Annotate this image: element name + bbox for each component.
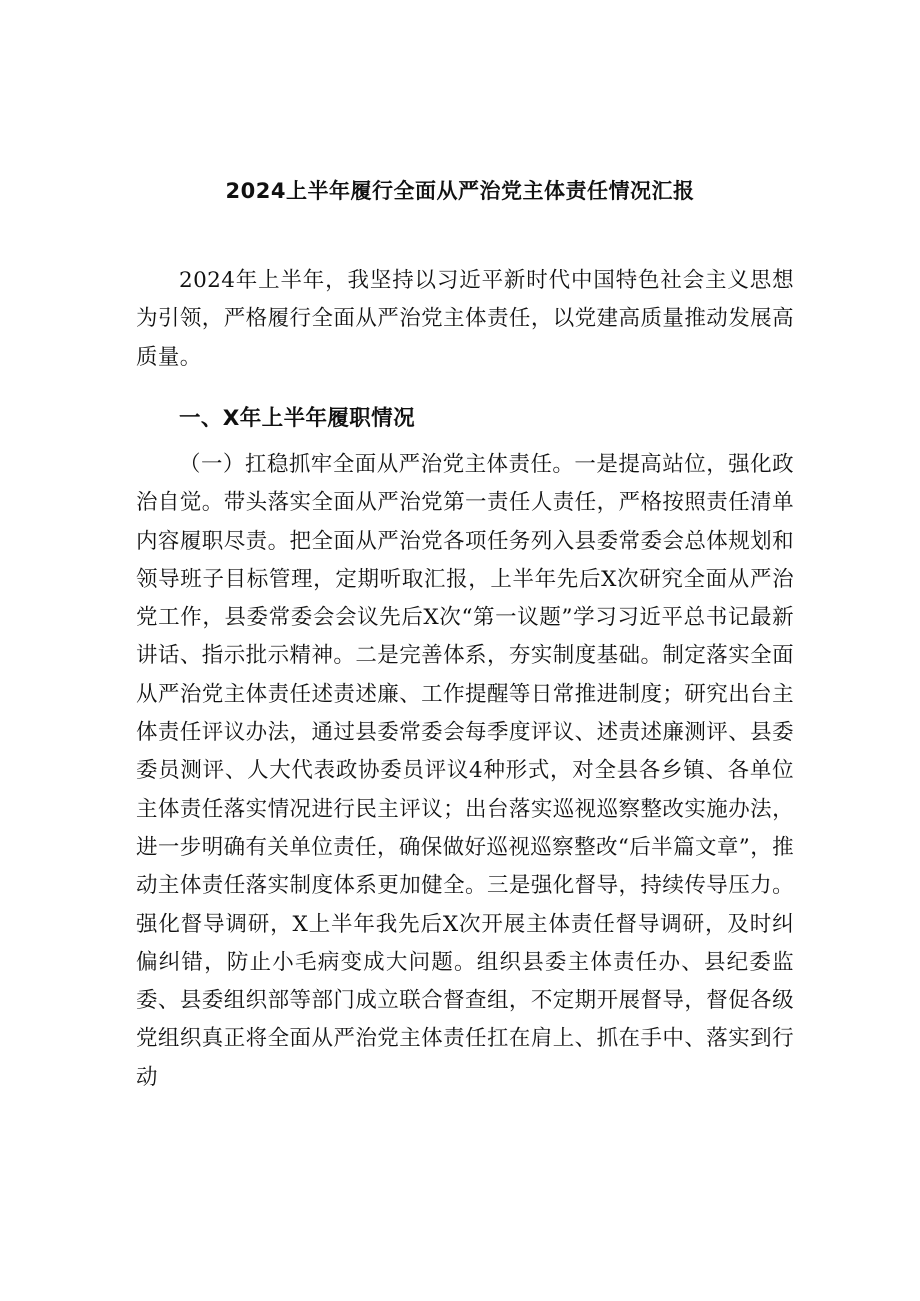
intro-paragraph: 2024年上半年，我坚持以习近平新时代中国特色社会主义思想为引领，严格履行全面从严治党主体责任，以党建高质量推动发展高质量。: [136, 268, 794, 370]
section-paragraph: （一）扛稳抓牢全面从严治党主体责任。一是提高站位，强化政治自觉。带头落实全面从严治党第一责任人责任，严格按照责任清单内容履职尽责。把全面从严治党各项任务列入县委常委会总体规划和领导班子目标管理，定期听取汇报，上半年先后X次研究全面从严治党工作，县委常委会会议先后X次“第一议题”学习习近平总书记最新讲话、指示批示精神。二是完善体系，夯实制度基础。制定落实全面从严治党主体责任述责述廉、工作提醒等日常推进制度；研究出台主体责任评议办法，通过县委常委会每季度评议、述责述廉测评、县委委员测评、人大代表政协委员评议4种形式，对全县各乡镇、各单位主体责任落实情况进行民主评议；出台落实巡视巡察整改实施办法，进一步明确有关单位责任，确保做好巡视巡察整改“后半篇文章”，推动主体责任落实制度体系更加健全。三是强化督导，持续传导压力。强化督导调研，X上半年我先后X次开展主体责任督导调研，及时纠偏纠错，防止小毛病变成大问题。组织县委主体责任办、县纪委监委、县委组织部等部门成立联合督查组，不定期开展督导，督促各级党组织真正将全面从严治党主体责任扛在肩上、抓在手中、落实到行动: [136, 452, 794, 1090]
section-heading: 一、X年上半年履职情况: [179, 406, 415, 431]
document-title: 2024上半年履行全面从严治党主体责任情况汇报: [225, 179, 695, 203]
